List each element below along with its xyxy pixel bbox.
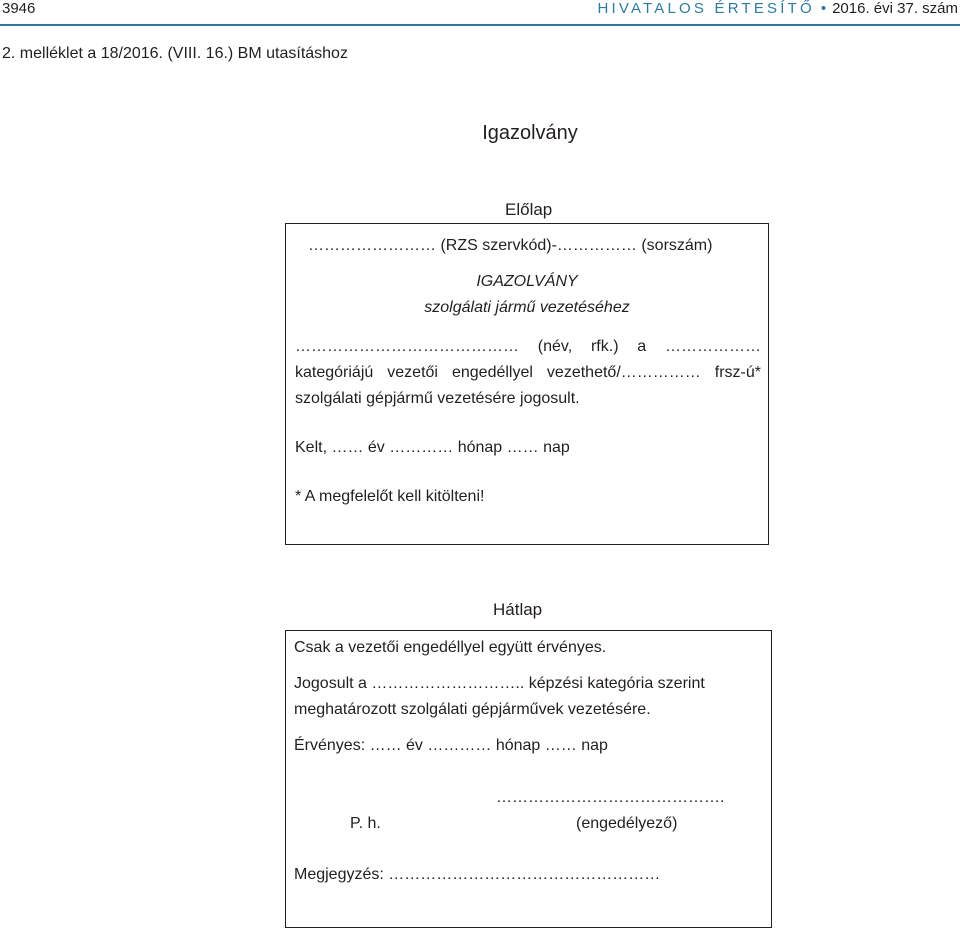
document-title: Igazolvány: [482, 122, 578, 144]
page-number: 3946: [2, 0, 36, 17]
signer-label: (engedélyező): [576, 815, 678, 832]
remark-line: Megjegyzés: ……………………………………………: [294, 866, 661, 883]
back-side-card: [285, 630, 772, 928]
signature-line: …………………………………….: [496, 789, 725, 806]
authorization-line-2: meghatározott szolgálati gépjárművek vezetésére.: [294, 701, 651, 718]
annex-reference: 2. melléklet a 18/2016. (VIII. 16.) BM utasításhoz: [2, 45, 348, 62]
vehicle-line: szolgálati gépjármű vezetésére jogosult.: [295, 390, 580, 407]
code-serial-line: …………………… (RZS szervkód)-…………… (sorszám): [308, 237, 713, 254]
header-rule: [0, 24, 960, 26]
issue-number: 2016. évi 37. szám: [832, 0, 958, 17]
stamp-label: P. h.: [350, 815, 381, 832]
card-title: IGAZOLVÁNY: [476, 273, 578, 290]
authorization-line-1: Jogosult a ……………………….. képzési kategória szerint: [294, 675, 705, 692]
category-line: kategóriájú vezetői engedéllyel vezethető/…………… frsz-ú*: [295, 364, 761, 381]
validity-note: Csak a vezetői engedéllyel együtt érvényes.: [294, 639, 607, 656]
front-side-label: Előlap: [505, 200, 553, 219]
issue-date-line: Kelt, …… év ………… hónap …… nap: [295, 439, 570, 456]
name-line: …………………………………… (név, rfk.) a ………………: [295, 338, 761, 355]
bullet-separator: •: [820, 0, 827, 17]
card-purpose: szolgálati jármű vezetéséhez: [424, 299, 630, 316]
expiry-line: Érvényes: …… év ………… hónap …… nap: [294, 737, 608, 754]
running-title: [597, 0, 958, 17]
footnote: * A megfelelőt kell kitölteni!: [295, 488, 485, 505]
back-side-label: Hátlap: [493, 600, 543, 619]
publication-name: HIVATALOS ÉRTESÍTŐ: [597, 0, 815, 17]
front-side-card: [285, 223, 769, 545]
